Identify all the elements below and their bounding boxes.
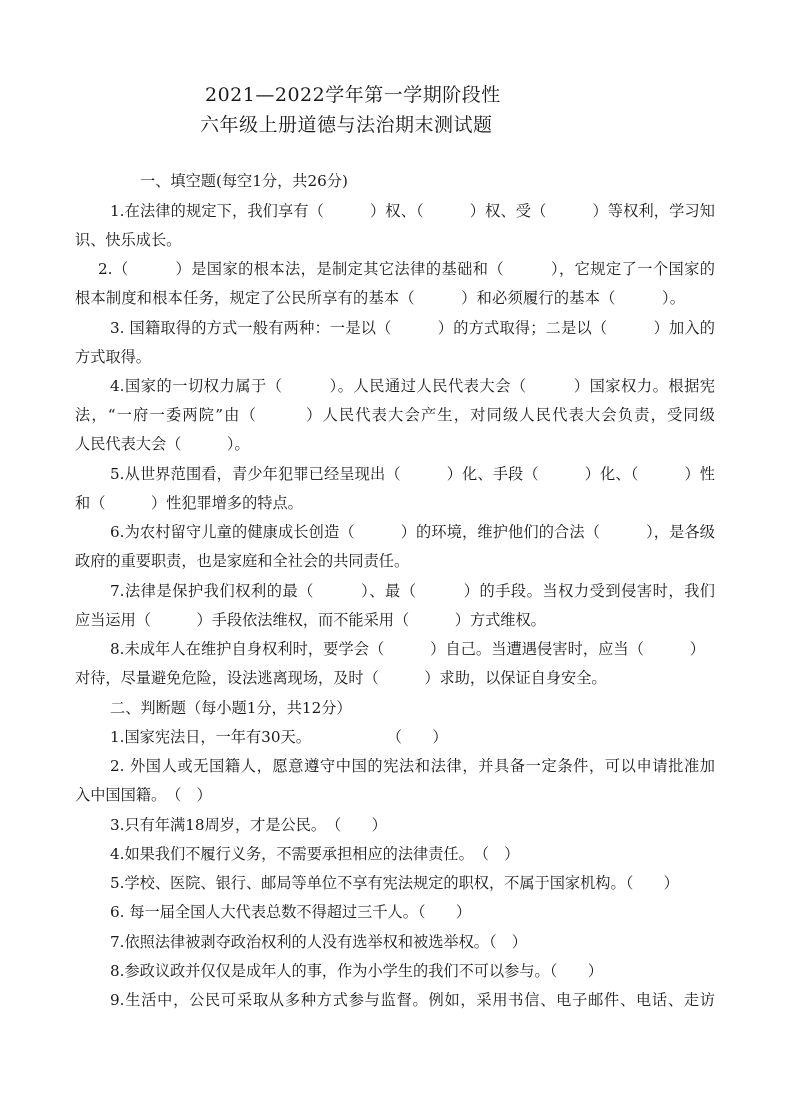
exam-title-line1: 2021—2022学年第一学期阶段性: [205, 84, 501, 106]
judge-question-3: 3.只有年满18周岁，才是公民。 （ ）: [110, 816, 387, 834]
judge-question-1: 1.国家宪法日，一年有30天。 （ ）: [110, 728, 448, 746]
judge-question-9-line-1: 9.生活中，公民可采取从多种方式参与监督。例如，采用书信、电子邮件、电话、走访: [110, 991, 715, 1009]
judge-question-2-line-1: 2. 外国人或无国籍人，愿意遵守中国的宪法和法律，并具备一定条件，可以申请批准加: [110, 757, 715, 775]
question-8-line-1: 8.未成年人在维护自身权利时，要学会（ ）自己。当遭遇侵害时，应当（ ）: [110, 640, 705, 658]
question-7-line-2: 应当运用（ ）手段依法维权，而不能采用（ ）方式维权。: [75, 611, 546, 629]
question-3-line-2: 方式取得。: [75, 348, 151, 366]
section-heading-true-false: 二、判断题（每小题1分，共12分）: [110, 699, 352, 717]
question-6-line-1: 6.为农村留守儿童的健康成长创造（ ）的环境，维护他们的合法（ ），是各级: [110, 523, 715, 541]
judge-question-8: 8.参政议政并仅仅是成年人的事，作为小学生的我们不可以参与。（ ）: [110, 962, 603, 980]
judge-question-2-line-2: 入中国国籍。 （ ）: [75, 786, 212, 804]
question-2-line-1: 2.（ ）是国家的根本法，是制定其它法律的基础和（ ），它规定了一个国家的: [98, 260, 715, 278]
question-2-line-2: 根本制度和根本任务，规定了公民所享有的基本（ ）和必须履行的基本（ ）。: [75, 289, 685, 307]
judge-question-7: 7.依照法律被剥夺政治权利的人没有选举权和被选举权。（ ）: [110, 933, 527, 951]
question-5-line-1: 5.从世界范围看，青少年犯罪已经呈现出（ ）化、手段（ ）化、（ ）性: [110, 465, 715, 483]
judge-question-6: 6. 每一届全国人大代表总数不得超过三千人。（ ）: [110, 903, 472, 921]
question-5-line-2: 和（ ）性犯罪增多的特点。: [75, 494, 303, 512]
judge-question-5: 5.学校、医院、银行、邮局等单位不享有宪法规定的职权，不属于国家机构。（ ）: [110, 874, 679, 892]
question-1-line-2: 识、快乐成长。: [75, 231, 182, 249]
exam-title-line2: 六年级上册道德与法治期末测试题: [200, 114, 493, 136]
question-4-line-1: 4.国家的一切权力属于（ ）。人民通过人民代表大会（ ）国家权力。根据宪: [110, 377, 715, 395]
question-3-line-1: 3. 国籍取得的方式一般有两种：一是以（ ）的方式取得；二是以（ ）加入的: [110, 319, 715, 337]
section-heading-fill-blank: 一、填空题(每空1分，共26分): [140, 172, 348, 190]
question-8-line-2: 对待，尽量避免危险，设法逃离现场，及时（ ）求助，以保证自身安全。: [75, 669, 607, 687]
question-7-line-1: 7.法律是保护我们权利的最（ ）、最（ ）的手段。当权力受到侵害时，我们: [110, 582, 715, 600]
question-4-line-3: 人民代表大会（ ）。: [75, 435, 250, 453]
question-6-line-2: 政府的重要职责，也是家庭和全社会的共同责任。: [75, 552, 410, 570]
question-1-line-1: 1.在法律的规定下，我们享有（ ）权、（ ）权、受（ ）等权利，学习知: [110, 202, 715, 220]
judge-question-4: 4.如果我们不履行义务，不需要承担相应的法律责任。 （ ）: [110, 845, 520, 863]
question-4-line-2: 法，“一府一委两院”由（ ）人民代表大会产生，对同级人民代表大会负责，受同级: [75, 406, 715, 424]
